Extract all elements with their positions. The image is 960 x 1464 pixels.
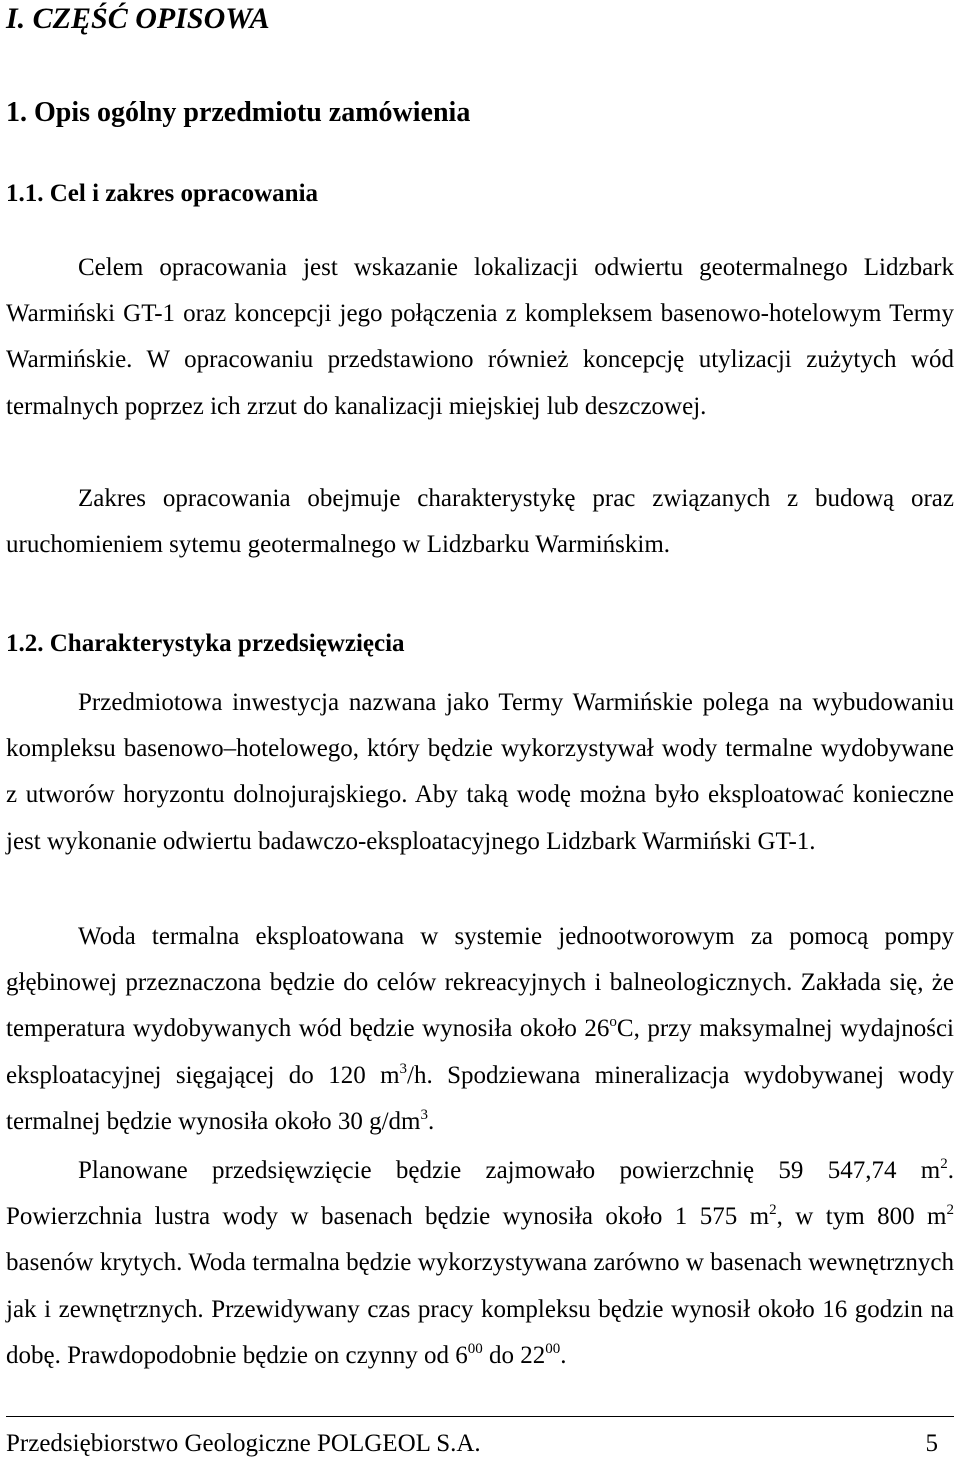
text-run: do 22	[482, 1341, 546, 1369]
text-run: . Powierzchnia lustra wody w basenach będzie wynosiła około 1 575 m	[6, 1157, 954, 1231]
text-run: basenów krytych. Woda termalna będzie wykorzystywana zarówno w basenach wewnętrznych jak i zewnętrznych. Przewidywany czas pracy kompleksu będzie wynosił około 16 godzin na dobę. Prawdopodobnie będzie on czynny od 6	[6, 1249, 954, 1369]
text-run: .	[428, 1107, 435, 1135]
superscript: 3	[399, 1060, 408, 1077]
superscript: 2	[769, 1202, 777, 1219]
superscript: 00	[467, 1340, 483, 1357]
page-number: 5	[925, 1430, 938, 1457]
superscript: 2	[940, 1156, 948, 1172]
part-title: I. CZĘŚĆ OPISOWA	[6, 2, 270, 35]
superscript: 3	[420, 1106, 428, 1123]
text-run: .	[560, 1341, 567, 1369]
text-run: /h. Spodziewana mineralizacja wydobywanej wody termalnej będzie wynosiła około 30 g/dm	[6, 1061, 954, 1135]
subsection-title-1-1: 1.1. Cel i zakres opracowania	[6, 180, 319, 207]
paragraph-cel-opracowania	[6, 245, 954, 430]
superscript: o	[609, 1014, 617, 1031]
text-run: Zakres opracowania obejmuje charakterystykę prac związanych z budową oraz uruchomieniem sytemu geotermalnego w Lidzbarku Warmińskim.	[6, 485, 954, 559]
subsection-title-1-2: 1.2. Charakterystyka przedsięwzięcia	[6, 630, 405, 657]
footer-company: Przedsiębiorstwo Geologiczne POLGEOL S.A.	[6, 1430, 481, 1457]
paragraph-inwestycja	[6, 680, 954, 865]
text-run: Woda termalna eksploatowana w systemie jednootworowym za pomocą pompy głębinowej przeznaczona będzie do celów rekreacyjnych i balneologicznych. Zakłada się, że temperatura wydobywanych wód będzie wynosiła około 26	[6, 923, 954, 1043]
paragraph-woda-termalna	[6, 914, 954, 1145]
paragraph-planowane-przedsiewziecie	[6, 1148, 954, 1379]
superscript: 00	[545, 1340, 561, 1357]
footer-divider	[6, 1416, 954, 1417]
text-run: Celem opracowania jest wskazanie lokalizacji odwiertu geotermalnego Lidzbark Warmiński GT-1 oraz koncepcji jego połączenia z kompleksem basenowo-hotelowym Termy Warmińskie. W opracowaniu przedstawiono również koncepcję utylizacji zużytych wód termalnych poprzez ich zrzut do kanalizacji miejskiej lub deszczowej.	[6, 254, 954, 420]
text-run: Przedmiotowa inwestycja nazwana jako Termy Warmińskie polega na wybudowaniu kompleksu basenowo–hotelowego, który będzie wykorzystywał wody termalne wydobywane z utworów horyzontu dolnojurajskiego. Aby taką wodę można było eksploatować konieczne jest wykonanie odwiertu badawczo-eksploatacyjnego Lidzbark Warmiński GT-1.	[6, 689, 954, 855]
section-title: 1. Opis ogólny przedmiotu zamówienia	[6, 97, 471, 128]
text-run: Planowane przedsięwzięcie będzie zajmowało powierzchnię 59 547,74 m	[78, 1157, 941, 1184]
text-run: , w tym 800 m	[776, 1203, 947, 1231]
superscript: 2	[946, 1202, 954, 1219]
text-run: C, przy maksymalnej wydajności eksploatacyjnej sięgającej do 120 m	[6, 1015, 955, 1089]
paragraph-zakres-opracowania	[6, 476, 954, 568]
